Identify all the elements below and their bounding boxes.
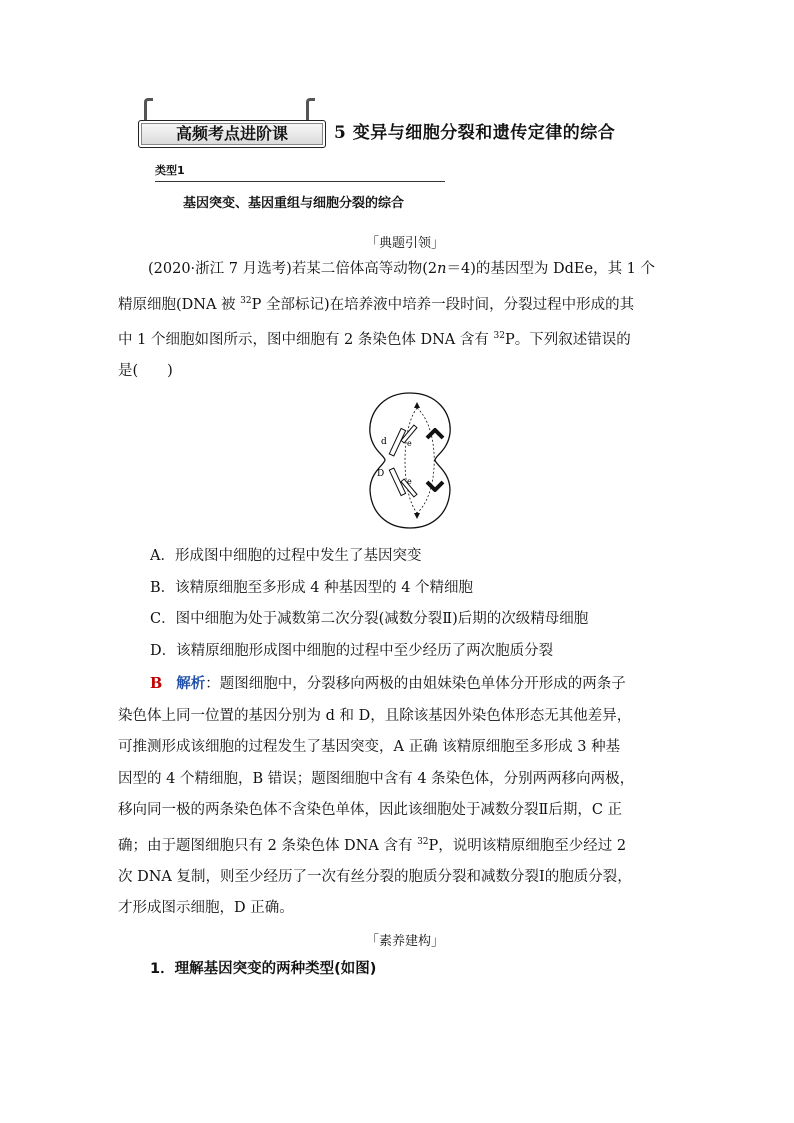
question-var: n (437, 261, 447, 277)
answer-text: 确；由于题图细胞只有 2 条染色体 DNA 含有 (118, 837, 418, 854)
option-b: B．该精原细胞至多形成 4 种基因型的 4 个精细胞 (150, 579, 474, 596)
answer-text: P，说明该精原细胞至少经过 2 (428, 837, 627, 854)
question-text: ＝4)的基因型为 DdEe，其 1 个 (446, 261, 656, 277)
type-label: 类型1 (155, 162, 445, 182)
spindle-fiber-left (405, 408, 417, 513)
label-d: d (381, 437, 387, 447)
chromosome-black-bottom (427, 482, 443, 490)
answer-line-2: 染色体上同一位置的基因分别为 d 和 D，且除该基因外染色体形态无其他差异， (118, 707, 632, 724)
option-d: D．该精原细胞形成图中细胞的过程中至少经历了两次胞质分裂 (150, 642, 554, 659)
centrosome-top (414, 402, 420, 408)
isotope-sup: 32 (240, 295, 252, 306)
label-e-bottom: e (407, 477, 412, 486)
answer-line-4: 因型的 4 个精细胞，B 错误；题图细胞中含有 4 条染色体，分别两两移向两极， (118, 770, 635, 787)
spindle-fiber-right (417, 408, 434, 513)
label-e-top: e (407, 439, 412, 448)
question-text: 中 1 个细胞如图所示，图中细胞有 2 条染色体 DNA 含有 (118, 331, 494, 348)
cell-diagram (365, 388, 455, 533)
item-1-heading: 1．理解基因突变的两种类型(如图) (150, 961, 377, 977)
answer-letter: B (150, 675, 163, 692)
isotope-sup: 32 (417, 836, 429, 847)
answer-explanation (118, 668, 678, 925)
question-text: P。下列叙述错误的 (504, 331, 631, 348)
tag-construct: 「素养建构」 (366, 934, 445, 949)
option-c: C．图中细胞为处于减数第二次分裂(减数分裂Ⅱ)后期的次级精母细胞 (150, 611, 589, 627)
option-a: A．形成图中细胞的过程中发生了基因突变 (150, 548, 422, 564)
question-line-1 (118, 254, 678, 286)
label-D: D (377, 469, 385, 479)
answer-options (150, 541, 690, 667)
analysis-label: 解析 (176, 675, 206, 692)
lesson-banner: 高频考点进阶课 (138, 120, 326, 148)
cell-membrane (370, 393, 450, 528)
question-line-3 (118, 321, 678, 356)
answer-line-3: 可推测形成该细胞的过程发生了基因突变，A 正确 该精原细胞至多形成 3 种基 (118, 739, 621, 755)
answer-line-7: 次 DNA 复制，则至少经历了一次有丝分裂的胞质分裂和减数分裂Ⅰ的胞质分裂， (118, 868, 632, 885)
chromosome-black-top (427, 430, 443, 438)
cell-division-figure (365, 388, 455, 533)
centrosome-bottom (414, 513, 420, 519)
question-text: (2020·浙江 7 月选考)若某二倍体高等动物(2 (148, 261, 438, 277)
chapter-title: 5 变异与细胞分裂和遗传定律的综合 (334, 123, 616, 143)
answer-line-5: 移向同一极的两条染色体不含染色单体，因此该细胞处于减数分裂Ⅱ后期，C 正 (118, 802, 623, 818)
question-line-4: 是( ) (118, 363, 173, 380)
isotope-sup: 32 (493, 330, 505, 341)
answer-text: ：题图细胞中，分裂移向两极的由姐妹染色单体分开形成的两条子 (205, 676, 626, 692)
answer-line-6 (118, 827, 678, 862)
answer-line-8: 才形成图示细胞，D 正确。 (118, 900, 294, 917)
answer-line-1 (118, 668, 678, 701)
section-title: 基因突变、基因重组与细胞分裂的综合 (183, 196, 405, 211)
tag-example: 「典题引领」 (366, 236, 445, 251)
question-stem (118, 254, 678, 388)
question-text: P 全部标记)在培养液中培养一段时间，分裂过程中形成的其 (251, 296, 635, 313)
chapter-header (130, 98, 690, 150)
question-line-2 (118, 286, 678, 321)
question-text: 精原细胞(DNA 被 (118, 296, 241, 313)
